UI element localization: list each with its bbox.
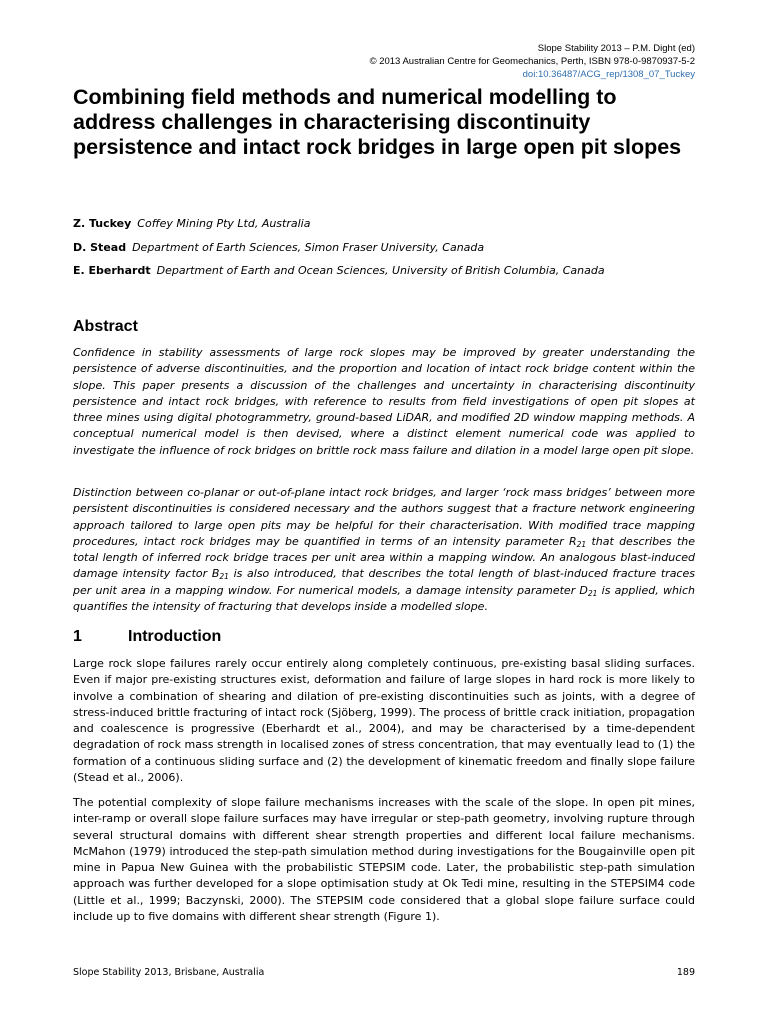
author-name: D. Stead [73, 241, 127, 254]
header-proceedings: Slope Stability 2013 – P.M. Dight (ed) [537, 43, 695, 54]
author-1 [73, 217, 310, 231]
abstract-paragraph-2: Distinction between co-planar or out-of-plane intact rock bridges, and larger ‘rock mass bridges’ between more persistent discontinuities is considered necessary and the authors suggest that a fracture network engineering approach tailored to large open pits may be helpful for their characterisation. With modified trace mapping procedures, intact rock bridges may be quantified in terms of an intensity parameter $R_{21}$ that describes the total length of inferred rock bridge traces per unit area within a mapping window. An analogous blast-induced damage intensity factor $B_{21}$ is also introduced, that describes the total length of blast-induced fracture traces per unit area in a mapping window. For numerical models, a damage intensity parameter $D_{21}$ is applied, which quantifies the intensity of fracturing that develops inside a modelled slope. [73, 486, 695, 614]
author-3 [73, 264, 605, 278]
abstract-heading: Abstract [73, 318, 138, 335]
header-copyright: © 2013 Australian Centre for Geomechanics, Perth, ISBN 978-0-9870937-5-2 [369, 56, 695, 67]
author-affiliation: Department of Earth and Ocean Sciences, University of British Columbia, Canada [156, 264, 605, 277]
paper-title: Combining field methods and numerical modelling to address challenges in characterising discontinuity persistence and intact rock bridges in large open pit slopes [73, 85, 682, 159]
header-doi-link[interactable]: doi:10.36487/ACG_rep/1308_07_Tuckey [522, 69, 695, 80]
author-name: Z. Tuckey [73, 217, 132, 230]
abstract-paragraph-1: Confidence in stability assessments of large rock slopes may be improved by greater understanding the persistence of adverse discontinuities, and the proportion and location of intact rock bridge content within the slope. This paper presents a discussion of the challenges and uncertainty in characterising discontinuity persistence and intact rock bridges, with reference to results from field investigations of open pit slopes at three mines using digital photogrammetry, ground-based LiDAR, and modified 2D window mapping methods. A conceptual numerical model is then devised, where a distinct element numerical code was applied to investigate the influence of rock bridges on brittle rock mass failure and dilation in a model large open pit slope. [73, 346, 695, 457]
footer-page-number: 189 [676, 967, 695, 978]
introduction-paragraph-2: The potential complexity of slope failure mechanisms increases with the scale of the slope. In open pit mines, inter-ramp or overall slope failure surfaces may have irregular or step-path geometry, involving rupture through several structural domains with different shear strength properties and different local failure mechanisms. McMahon (1979) introduced the step-path simulation method during investigations for the Bougainville open pit mine in Papua New Guinea with the probabilistic STEPSIM code. Later, the probabilistic step-path simulation approach was further developed for a slope optimisation study at Ok Tedi mine, resulting in the STEPSIM4 code (Little et al., 1999; Baczynski, 2000). The STEPSIM code considered that a global slope failure surface could include up to five domains with different shear strength (Figure 1). [73, 796, 695, 924]
author-affiliation: Department of Earth Sciences, Simon Fraser University, Canada [132, 241, 485, 254]
section-title: Introduction [128, 628, 222, 645]
section-number: 1 [73, 628, 82, 645]
footer-conference: Slope Stability 2013, Brisbane, Australia [73, 967, 265, 978]
author-2 [73, 241, 484, 255]
introduction-paragraph-1: Large rock slope failures rarely occur entirely along completely continuous, pre-existing basal sliding surfaces. Even if major pre-existing structures exist, deformation and failure of large slopes in hard rock is more likely to involve a combination of shearing and dilation of pre-existing discontinuities such as joints, with a degree of stress-induced brittle fracturing of intact rock (Sjöberg, 1999). The process of brittle crack initiation, propagation and coalescence is progressive (Eberhardt et al., 2004), and may be characterised by a time-dependent degradation of rock mass strength in localised zones of stress concentration, that may eventually lead to (1) the formation of a continuous sliding surface and (2) the development of kinematic freedom and finally slope failure (Stead et al., 2006). [73, 657, 695, 785]
author-name: E. Eberhardt [73, 264, 151, 277]
introduction-heading [73, 628, 221, 646]
author-affiliation: Coffey Mining Pty Ltd, Australia [137, 217, 311, 230]
